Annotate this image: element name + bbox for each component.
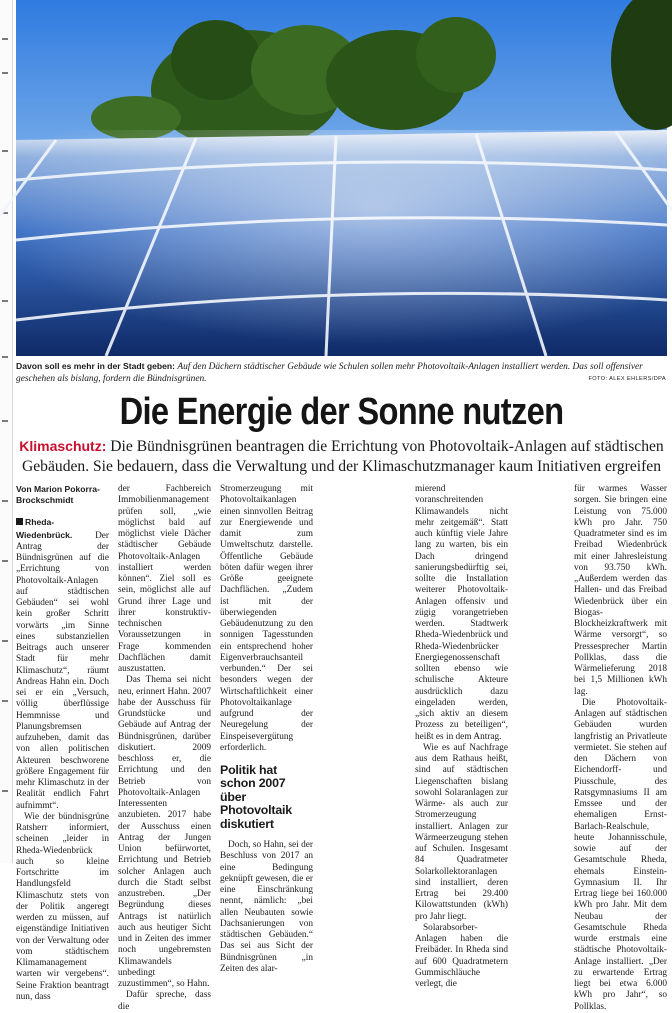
adjacent-page-edge xyxy=(0,0,13,863)
photo-credit: FOTO: ALEX EHLERS/DPA xyxy=(588,376,666,382)
article-column-3 xyxy=(220,484,313,974)
subheadline-text: Die Bündnisgrünen beantragen die Errichtung von Photovoltaik-Anlagen auf städtischen Gebäuden. Sie bedauern, dass die Verwaltung und der Klimaschutzmanager kaum Initiativen ergreifen xyxy=(22,438,664,475)
paragraph-bullet-icon xyxy=(16,518,23,525)
article-paragraph: der Fachbereich Immobilienmanagement prüfen soll, „wie möglichst bald auf möglichst viele Dächer städtischer Gebäude Photovoltaik-Anlagen installiert werden können“. Ziel soll es sein, möglichst alle auf Grund ihrer Lage und ihrer konstruktiv-technischen Voraussetzungen in Frage kommenden Dachflächen damit auszustatten. xyxy=(118,484,211,674)
article-paragraph: Wie der bündnisgrüne Ratsherr informiert, scheinen „leider in Rheda-Wiedenbrück auch so kleine Fortschritte im Handlungsfeld Klimaschutz stets von der Politik angeregt werden zu müssen, auf eigenständige Initiativen von der Verwaltung oder vom städtischem Klimamanagement warten wir vergebens“. Seine Fraktion beantragt nun, dass xyxy=(16,811,109,1002)
article-paragraph: Rheda-Wiedenbrück. Der Antrag der Bündnisgrünen auf die „Errichtung von Photovoltaik-Anlagen auf städtischen Gebäuden“ sei wohl kein großer Schritt vorwärts „im Sinne eines substanziellen Beitrags auch unserer Stadt für mehr Klimaschutz“, räumt Andreas Hahn ein. Doch sei er ein „Versuch, völlig überflüssige Hemmnisse und Planungsbremsen aufzuheben, damit das von allen politischen Akteuren beschworene größere Engagement für mehr Klimaschutz in der Realität endlich Fahrt aufnimmt“. xyxy=(16,517,109,811)
rubric-label: Klimaschutz: xyxy=(19,438,107,454)
article-column-1 xyxy=(16,484,109,1002)
article-paragraph: Doch, so Hahn, sei der Beschluss von 2017 an eine Bedingung geknüpft gewesen, die er eine Einschränkung nennt, nämlich: „bei allen Neubauten sowie Dachsanierungen von städtischen Gebäuden.“ Das sei aus Sicht der Bündnisgrünen „in Zeiten des alar- xyxy=(220,840,313,974)
crosshead: Politik hat schon 2007 über Photovoltaik diskutiert xyxy=(220,763,292,831)
article-column-5 xyxy=(574,484,667,1012)
caption-lead: Davon soll es mehr in der Stadt geben: xyxy=(16,361,176,371)
article-paragraph: Das Thema sei nicht neu, erinnert Hahn. 2007 habe der Ausschuss für Grundstücke und Gebäude auf Antrag der Bündnisgrünen, darüber diskutiert. 2009 beschloss er, die Errichtung und den Betrieb von Photovoltaik-Anlagen Interessenten anzubieten. 2017 habe der Ausschuss einen Antrag der Jungen Union befürwortet, Errichtung und Betrieb solcher Anlagen auch durch die Stadt selbst anzustreben. „Der Begründung dieses Antrags ist natürlich auch aus heutiger Sicht und in Zeiten des immer noch ungebremsten Klimawandels unbedingt zuzustimmen“, so Hahn. xyxy=(118,675,211,989)
solar-panel-photo xyxy=(16,0,667,356)
author-byline: Von Marion Pokorra-Brockschmidt xyxy=(16,484,100,506)
solar-panel-image xyxy=(16,0,667,356)
article-paragraph: Stromerzeugung mit Photovoltaikanlagen einen sinnvollen Beitrag zur Energiewende und damit zum Umweltschutz darstelle. Öffentliche Gebäude böten dafür wegen ihrer Größe geeignete Dachflächen. „Zudem ist mit der überwiegenden Gebäudenutzung zu den sonnigen Tagesstunden ein entsprechend hoher Eigenverbrauchsanteil verbunden.“ Der sei besonders wegen der Wirtschaftlichkeit einer Photovoltaikanlage aufgrund der Neuregelung der Einspeisevergütung erforderlich. xyxy=(220,484,313,753)
dateline: Rheda-Wiedenbrück. xyxy=(16,517,73,540)
headline: Die Energie der Sonne nutzen xyxy=(119,391,564,433)
photo-caption xyxy=(16,361,667,385)
article-paragraph: Wie es auf Nachfrage aus dem Rathaus heißt, sind auf städtischen Liegenschaften bislang sowohl Solaranlagen zur Wärme- als auch zur Stromerzeugung installiert. Anlagen zur Wärmeerzeugung stehen auf Schulen. Insgesamt 84 Quadratmeter Solarkollektoranlagen sind installiert, deren Ertrag bei 29.400 Kilowattstunden (kWh) pro Jahr liegt. xyxy=(415,742,508,922)
caption-text: Auf den Dächern städtischer Gebäude wie Schulen sollen mehr Photovoltaik-Anlagen installiert werden. Das soll offensiver geschehen als bislang, fordern die Bündnisgrünen. xyxy=(16,362,643,384)
article-column-4 xyxy=(415,484,508,989)
article-paragraph: Die Photovoltaik-Anlagen auf städtischen Gebäuden wurden langfristig an Privatleute vermietet. Sie stehen auf den Dächern von Eichendorff- und Piusschule, des Ratsgymnasiums II am Emssee und der ehemaligen Ernst-Barlach-Realschule, heute Johannisschule, sowie auf der Gesamtschule Rheda, ehemals Einstein-Gymnasium II. Ihr Ertrag liege bei 160.000 kWh pro Jahr. Mit dem Neubau der Gesamtschule Rheda wurde erstmals eine städtische Photovoltaik-Anlage installiert. „Der zu erwartende Ertrag liegt bei etwa 6.000 kWh pro Jahr“, so Pollklas. xyxy=(574,697,667,1012)
article-paragraph: für warmes Wasser sorgen. Sie bringen eine Leistung von 75.000 kWh pro Jahr. 750 Quadratmeter sind es im Freibad Wiedenbrück mit einer Jahresleistung von 93.750 kWh. „Außerdem werden das Hallen- und das Freibad Wiedenbrück über ein Biogas-Blockheizkraftwerk mit Wärme versorgt“, so Pressesprecher Martin Pollklas, dass die Wärmelieferung 2018 bei 1,5 Millionen kWh lag. xyxy=(574,484,667,697)
article-column-2 xyxy=(118,484,211,1012)
subheadline xyxy=(16,437,667,476)
article-paragraph: Dafür spreche, dass die xyxy=(118,990,211,1012)
article-paragraph: Solarabsorber-Anlagen haben die Freibäder. In Rheda sind auf 600 Quadratmetern Gummischläuche verlegt, die xyxy=(415,922,508,989)
article-paragraph: mierend voranschreitenden Klimawandels nicht mehr zeitgemäß“. Statt auch künftig viele Jahre lang zu warten, bis ein Dach dringend sanierungsbedürftig sei, sollte die Installation weiterer Photovoltaik-Anlagen offensiv und zügig vorangetrieben werden. Stadtwerk Rheda-Wiedenbrück und Rheda-Wiedenbrücker Energiegenossenschaft sollten ebenso wie schulische Akteure ausdrücklich dazu eingeladen werden, „sich aktiv an diesem Prozess zu beteiligen“, heißt es in dem Antrag. xyxy=(415,484,508,742)
